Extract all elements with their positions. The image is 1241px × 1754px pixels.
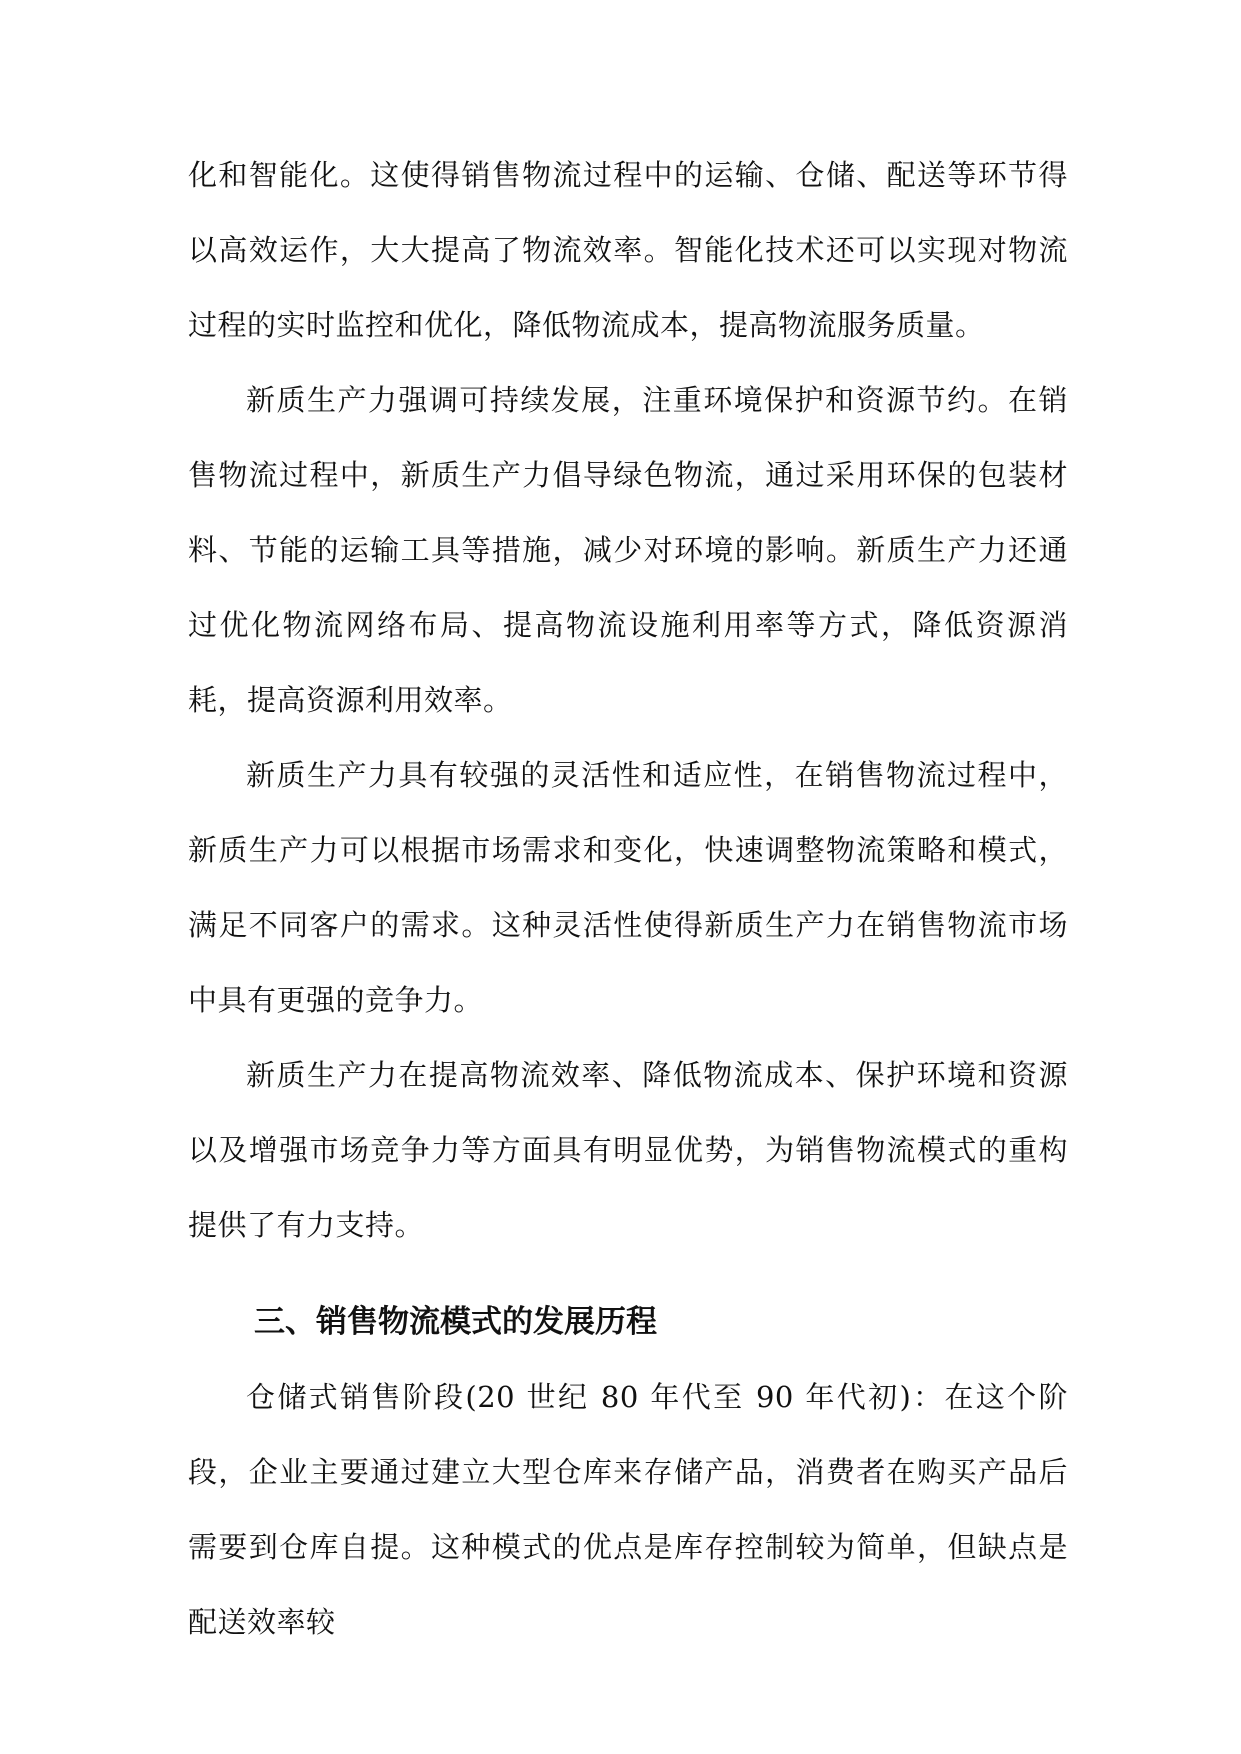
paragraph-warehouse-stage: 仓储式销售阶段(20 世纪 80 年代至 90 年代初)：在这个阶段，企业主要通过建立大型仓库来存储产品，消费者在购买产品后需要到仓库自提。这种模式的优点是库存控制较为简单，但缺点是配送效率较 [188, 1380, 1068, 1639]
document-body [188, 138, 1068, 1660]
paragraph-sustainable-development: 新质生产力强调可持续发展，注重环境保护和资源节约。在销售物流过程中，新质生产力倡导绿色物流，通过采用环保的包装材料、节能的运输工具等措施，减少对环境的影响。新质生产力还通过优化物流网络布局、提高物流设施利用率等方式，降低资源消耗，提高资源利用效率。 [188, 383, 1068, 717]
paragraph-intelligent-logistics: 化和智能化。这使得销售物流过程中的运输、仓储、配送等环节得以高效运作，大大提高了物流效率。智能化技术还可以实现对物流过程的实时监控和优化，降低物流成本，提高物流服务质量。 [188, 158, 1068, 342]
section-heading: 三、销售物流模式的发展历程 [254, 1304, 657, 1340]
paragraph-summary: 新质生产力在提高物流效率、降低物流成本、保护环境和资源以及增强市场竞争力等方面具有明显优势，为销售物流模式的重构提供了有力支持。 [188, 1058, 1068, 1242]
paragraph-flexibility: 新质生产力具有较强的灵活性和适应性，在销售物流过程中，新质生产力可以根据市场需求和变化，快速调整物流策略和模式，满足不同客户的需求。这种灵活性使得新质生产力在销售物流市场中具有更强的竞争力。 [188, 758, 1068, 1017]
